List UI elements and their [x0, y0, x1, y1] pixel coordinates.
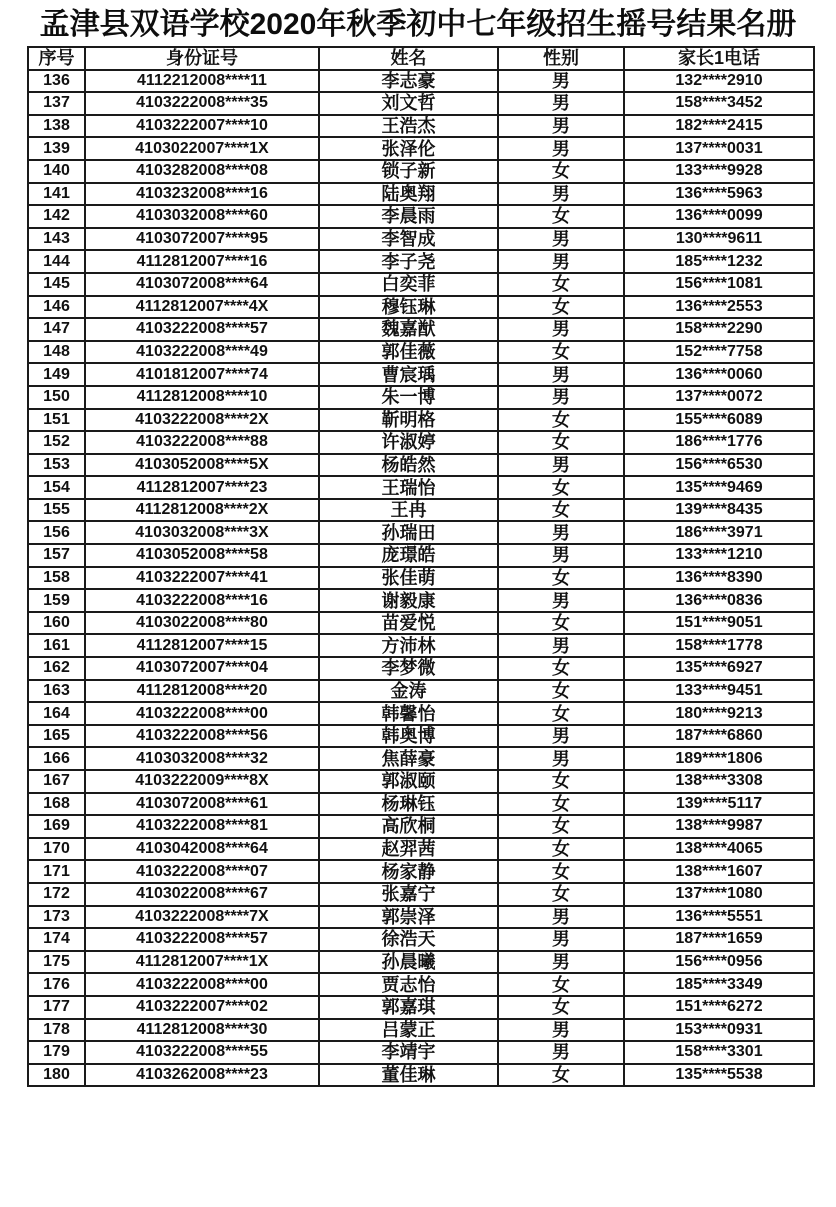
- cell-parent-phone: 156****6530: [624, 454, 814, 477]
- column-header-seq: 序号: [28, 47, 85, 70]
- cell-gender: 男: [498, 386, 624, 409]
- cell-id-number: 4103042008****64: [85, 838, 319, 861]
- cell-parent-phone: 158****2290: [624, 318, 814, 341]
- cell-gender: 女: [498, 160, 624, 183]
- cell-gender: 男: [498, 454, 624, 477]
- cell-seq: 170: [28, 838, 85, 861]
- cell-parent-phone: 185****1232: [624, 250, 814, 273]
- cell-id-number: 4112812007****1X: [85, 951, 319, 974]
- cell-parent-phone: 136****5963: [624, 183, 814, 206]
- cell-name: 靳明格: [319, 409, 498, 432]
- cell-seq: 164: [28, 702, 85, 725]
- cell-gender: 女: [498, 567, 624, 590]
- cell-name: 李梦微: [319, 657, 498, 680]
- cell-parent-phone: 139****8435: [624, 499, 814, 522]
- cell-gender: 男: [498, 589, 624, 612]
- cell-seq: 154: [28, 476, 85, 499]
- cell-seq: 160: [28, 612, 85, 635]
- cell-seq: 153: [28, 454, 85, 477]
- table-header-row: [28, 47, 814, 70]
- cell-name: 韩奥博: [319, 725, 498, 748]
- cell-name: 庞璟皓: [319, 544, 498, 567]
- table-row: [28, 363, 814, 386]
- cell-parent-phone: 185****3349: [624, 973, 814, 996]
- cell-seq: 158: [28, 567, 85, 590]
- cell-gender: 男: [498, 318, 624, 341]
- cell-seq: 145: [28, 273, 85, 296]
- cell-name: 杨琳钰: [319, 793, 498, 816]
- cell-seq: 161: [28, 634, 85, 657]
- table-row: [28, 228, 814, 251]
- cell-seq: 152: [28, 431, 85, 454]
- cell-parent-phone: 187****1659: [624, 928, 814, 951]
- table-row: [28, 250, 814, 273]
- cell-id-number: 4103222008****81: [85, 815, 319, 838]
- cell-id-number: 4103032008****60: [85, 205, 319, 228]
- cell-parent-phone: 186****1776: [624, 431, 814, 454]
- cell-name: 徐浩天: [319, 928, 498, 951]
- cell-id-number: 4103072008****64: [85, 273, 319, 296]
- cell-parent-phone: 158****3452: [624, 92, 814, 115]
- table-row: [28, 137, 814, 160]
- cell-id-number: 4103222008****16: [85, 589, 319, 612]
- table-row: [28, 273, 814, 296]
- cell-seq: 165: [28, 725, 85, 748]
- cell-gender: 男: [498, 1019, 624, 1042]
- cell-name: 王瑞怡: [319, 476, 498, 499]
- column-header-name: 姓名: [319, 47, 498, 70]
- cell-id-number: 4103222008****35: [85, 92, 319, 115]
- cell-parent-phone: 137****1080: [624, 883, 814, 906]
- cell-parent-phone: 136****0060: [624, 363, 814, 386]
- cell-gender: 女: [498, 409, 624, 432]
- cell-id-number: 4112812007****23: [85, 476, 319, 499]
- table-row: [28, 476, 814, 499]
- cell-parent-phone: 136****2553: [624, 296, 814, 319]
- cell-gender: 女: [498, 702, 624, 725]
- cell-name: 李子尧: [319, 250, 498, 273]
- cell-parent-phone: 156****0956: [624, 951, 814, 974]
- cell-id-number: 4103032008****3X: [85, 521, 319, 544]
- cell-gender: 女: [498, 657, 624, 680]
- cell-parent-phone: 152****7758: [624, 341, 814, 364]
- cell-seq: 148: [28, 341, 85, 364]
- table-row: [28, 747, 814, 770]
- cell-gender: 女: [498, 860, 624, 883]
- cell-id-number: 4103222008****07: [85, 860, 319, 883]
- cell-name: 董佳琳: [319, 1064, 498, 1087]
- cell-seq: 142: [28, 205, 85, 228]
- cell-id-number: 4103232008****16: [85, 183, 319, 206]
- table-row: [28, 973, 814, 996]
- document-title: 孟津县双语学校2020年秋季初中七年级招生摇号结果名册: [39, 8, 797, 41]
- cell-name: 郭淑颐: [319, 770, 498, 793]
- cell-gender: 男: [498, 928, 624, 951]
- table-row: [28, 544, 814, 567]
- cell-parent-phone: 133****9451: [624, 680, 814, 703]
- cell-id-number: 4112812008****20: [85, 680, 319, 703]
- table-row: [28, 612, 814, 635]
- table-row: [28, 431, 814, 454]
- cell-seq: 147: [28, 318, 85, 341]
- cell-name: 高欣桐: [319, 815, 498, 838]
- cell-id-number: 4103022008****67: [85, 883, 319, 906]
- cell-gender: 女: [498, 273, 624, 296]
- cell-parent-phone: 155****6089: [624, 409, 814, 432]
- cell-id-number: 4112812007****16: [85, 250, 319, 273]
- cell-gender: 男: [498, 250, 624, 273]
- cell-name: 朱一博: [319, 386, 498, 409]
- cell-gender: 女: [498, 499, 624, 522]
- table-row: [28, 205, 814, 228]
- cell-gender: 男: [498, 363, 624, 386]
- cell-gender: 女: [498, 476, 624, 499]
- cell-id-number: 4112812008****30: [85, 1019, 319, 1042]
- cell-parent-phone: 130****9611: [624, 228, 814, 251]
- column-header-parent-phone: 家长1电话: [624, 47, 814, 70]
- cell-seq: 176: [28, 973, 85, 996]
- cell-parent-phone: 136****0836: [624, 589, 814, 612]
- cell-seq: 169: [28, 815, 85, 838]
- cell-seq: 150: [28, 386, 85, 409]
- cell-name: 苗爱悦: [319, 612, 498, 635]
- cell-id-number: 4103032008****32: [85, 747, 319, 770]
- cell-gender: 男: [498, 951, 624, 974]
- table-row: [28, 318, 814, 341]
- cell-gender: 男: [498, 115, 624, 138]
- cell-id-number: 4103222008****57: [85, 928, 319, 951]
- cell-seq: 180: [28, 1064, 85, 1087]
- cell-id-number: 4103052008****5X: [85, 454, 319, 477]
- cell-id-number: 4103222008****7X: [85, 906, 319, 929]
- cell-id-number: 4103222008****00: [85, 702, 319, 725]
- cell-gender: 女: [498, 680, 624, 703]
- cell-id-number: 4112812008****2X: [85, 499, 319, 522]
- cell-seq: 159: [28, 589, 85, 612]
- cell-parent-phone: 136****8390: [624, 567, 814, 590]
- cell-parent-phone: 138****3308: [624, 770, 814, 793]
- cell-seq: 137: [28, 92, 85, 115]
- cell-name: 王冉: [319, 499, 498, 522]
- cell-gender: 男: [498, 521, 624, 544]
- cell-parent-phone: 133****9928: [624, 160, 814, 183]
- table-row: [28, 657, 814, 680]
- cell-parent-phone: 135****5538: [624, 1064, 814, 1087]
- cell-parent-phone: 139****5117: [624, 793, 814, 816]
- table-row: [28, 634, 814, 657]
- cell-seq: 162: [28, 657, 85, 680]
- table-row: [28, 296, 814, 319]
- cell-gender: 男: [498, 747, 624, 770]
- cell-parent-phone: 158****1778: [624, 634, 814, 657]
- cell-gender: 男: [498, 228, 624, 251]
- cell-parent-phone: 138****4065: [624, 838, 814, 861]
- cell-name: 焦薛豪: [319, 747, 498, 770]
- cell-name: 许淑婷: [319, 431, 498, 454]
- cell-gender: 男: [498, 70, 624, 93]
- cell-id-number: 4103222008****55: [85, 1041, 319, 1064]
- table-row: [28, 725, 814, 748]
- cell-name: 韩馨怡: [319, 702, 498, 725]
- table-row: [28, 1041, 814, 1064]
- table-row: [28, 589, 814, 612]
- cell-seq: 146: [28, 296, 85, 319]
- cell-gender: 女: [498, 838, 624, 861]
- table-row: [28, 838, 814, 861]
- cell-gender: 男: [498, 137, 624, 160]
- cell-seq: 149: [28, 363, 85, 386]
- table-row: [28, 115, 814, 138]
- table-row: [28, 906, 814, 929]
- cell-gender: 女: [498, 770, 624, 793]
- cell-id-number: 4112812007****15: [85, 634, 319, 657]
- cell-name: 贾志怡: [319, 973, 498, 996]
- cell-gender: 女: [498, 793, 624, 816]
- table-row: [28, 702, 814, 725]
- table-row: [28, 996, 814, 1019]
- cell-seq: 179: [28, 1041, 85, 1064]
- table-row: [28, 928, 814, 951]
- cell-parent-phone: 137****0031: [624, 137, 814, 160]
- cell-id-number: 4103222008****49: [85, 341, 319, 364]
- cell-gender: 女: [498, 883, 624, 906]
- cell-parent-phone: 151****9051: [624, 612, 814, 635]
- cell-id-number: 4103262008****23: [85, 1064, 319, 1087]
- cell-name: 吕蒙正: [319, 1019, 498, 1042]
- cell-id-number: 4103072007****95: [85, 228, 319, 251]
- cell-gender: 男: [498, 1041, 624, 1064]
- cell-id-number: 4112812007****4X: [85, 296, 319, 319]
- cell-parent-phone: 135****9469: [624, 476, 814, 499]
- table-row: [28, 680, 814, 703]
- table-row: [28, 499, 814, 522]
- cell-parent-phone: 151****6272: [624, 996, 814, 1019]
- cell-name: 穆钰琳: [319, 296, 498, 319]
- cell-id-number: 4103222008****2X: [85, 409, 319, 432]
- cell-id-number: 4103222008****56: [85, 725, 319, 748]
- cell-seq: 171: [28, 860, 85, 883]
- cell-id-number: 4103222008****57: [85, 318, 319, 341]
- cell-gender: 男: [498, 183, 624, 206]
- table-row: [28, 454, 814, 477]
- cell-gender: 女: [498, 973, 624, 996]
- cell-name: 陆奥翔: [319, 183, 498, 206]
- table-row: [28, 341, 814, 364]
- table-row: [28, 409, 814, 432]
- cell-parent-phone: 135****6927: [624, 657, 814, 680]
- cell-parent-phone: 153****0931: [624, 1019, 814, 1042]
- cell-gender: 男: [498, 544, 624, 567]
- cell-seq: 178: [28, 1019, 85, 1042]
- cell-name: 赵羿茜: [319, 838, 498, 861]
- cell-name: 杨皓然: [319, 454, 498, 477]
- table-row: [28, 1019, 814, 1042]
- cell-seq: 141: [28, 183, 85, 206]
- cell-name: 张佳萌: [319, 567, 498, 590]
- cell-name: 孙瑞田: [319, 521, 498, 544]
- cell-name: 张嘉宁: [319, 883, 498, 906]
- cell-seq: 168: [28, 793, 85, 816]
- cell-id-number: 4112212008****11: [85, 70, 319, 93]
- cell-parent-phone: 187****6860: [624, 725, 814, 748]
- cell-parent-phone: 138****9987: [624, 815, 814, 838]
- cell-seq: 136: [28, 70, 85, 93]
- table-row: [28, 567, 814, 590]
- cell-id-number: 4112812008****10: [85, 386, 319, 409]
- cell-id-number: 4103222008****00: [85, 973, 319, 996]
- table-row: [28, 815, 814, 838]
- cell-id-number: 4103222007****02: [85, 996, 319, 1019]
- cell-name: 王浩杰: [319, 115, 498, 138]
- table-row: [28, 521, 814, 544]
- cell-gender: 男: [498, 906, 624, 929]
- cell-id-number: 4103222007****10: [85, 115, 319, 138]
- cell-seq: 140: [28, 160, 85, 183]
- cell-name: 李晨雨: [319, 205, 498, 228]
- table-body: [28, 70, 814, 1087]
- cell-gender: 男: [498, 634, 624, 657]
- cell-name: 谢毅康: [319, 589, 498, 612]
- column-header-id-number: 身份证号: [85, 47, 319, 70]
- cell-seq: 155: [28, 499, 85, 522]
- cell-parent-phone: 158****3301: [624, 1041, 814, 1064]
- cell-name: 曹宸瑀: [319, 363, 498, 386]
- table-row: [28, 1064, 814, 1087]
- cell-seq: 157: [28, 544, 85, 567]
- cell-id-number: 4103282008****08: [85, 160, 319, 183]
- cell-seq: 166: [28, 747, 85, 770]
- cell-name: 郭崇泽: [319, 906, 498, 929]
- cell-gender: 女: [498, 205, 624, 228]
- cell-seq: 138: [28, 115, 85, 138]
- cell-parent-phone: 182****2415: [624, 115, 814, 138]
- cell-seq: 163: [28, 680, 85, 703]
- cell-parent-phone: 133****1210: [624, 544, 814, 567]
- cell-parent-phone: 132****2910: [624, 70, 814, 93]
- cell-gender: 男: [498, 92, 624, 115]
- cell-gender: 女: [498, 341, 624, 364]
- cell-name: 白奕菲: [319, 273, 498, 296]
- cell-id-number: 4103222008****88: [85, 431, 319, 454]
- table-row: [28, 951, 814, 974]
- cell-name: 郭嘉琪: [319, 996, 498, 1019]
- table-row: [28, 183, 814, 206]
- cell-name: 金涛: [319, 680, 498, 703]
- cell-name: 李志豪: [319, 70, 498, 93]
- cell-name: 郭佳薇: [319, 341, 498, 364]
- enrollment-lottery-table: [27, 46, 815, 1087]
- cell-gender: 女: [498, 1064, 624, 1087]
- table-row: [28, 160, 814, 183]
- cell-seq: 177: [28, 996, 85, 1019]
- cell-seq: 172: [28, 883, 85, 906]
- cell-seq: 143: [28, 228, 85, 251]
- cell-parent-phone: 156****1081: [624, 273, 814, 296]
- cell-parent-phone: 136****5551: [624, 906, 814, 929]
- table-row: [28, 793, 814, 816]
- cell-id-number: 4103022008****80: [85, 612, 319, 635]
- cell-seq: 139: [28, 137, 85, 160]
- cell-gender: 女: [498, 815, 624, 838]
- cell-gender: 男: [498, 725, 624, 748]
- cell-id-number: 4103072007****04: [85, 657, 319, 680]
- cell-parent-phone: 137****0072: [624, 386, 814, 409]
- cell-name: 李智成: [319, 228, 498, 251]
- cell-gender: 女: [498, 996, 624, 1019]
- cell-id-number: 4103022007****1X: [85, 137, 319, 160]
- table-row: [28, 770, 814, 793]
- cell-id-number: 4101812007****74: [85, 363, 319, 386]
- cell-gender: 女: [498, 296, 624, 319]
- cell-parent-phone: 189****1806: [624, 747, 814, 770]
- table-row: [28, 92, 814, 115]
- cell-seq: 173: [28, 906, 85, 929]
- cell-seq: 144: [28, 250, 85, 273]
- table-row: [28, 386, 814, 409]
- cell-parent-phone: 138****1607: [624, 860, 814, 883]
- cell-seq: 151: [28, 409, 85, 432]
- column-header-gender: 性别: [498, 47, 624, 70]
- cell-name: 孙晨曦: [319, 951, 498, 974]
- cell-name: 杨家静: [319, 860, 498, 883]
- cell-name: 刘文哲: [319, 92, 498, 115]
- cell-seq: 175: [28, 951, 85, 974]
- table-row: [28, 860, 814, 883]
- cell-gender: 女: [498, 612, 624, 635]
- cell-name: 李靖宇: [319, 1041, 498, 1064]
- cell-parent-phone: 186****3971: [624, 521, 814, 544]
- cell-seq: 167: [28, 770, 85, 793]
- cell-id-number: 4103222009****8X: [85, 770, 319, 793]
- cell-gender: 女: [498, 431, 624, 454]
- cell-seq: 156: [28, 521, 85, 544]
- cell-name: 张泽伦: [319, 137, 498, 160]
- cell-parent-phone: 180****9213: [624, 702, 814, 725]
- cell-parent-phone: 136****0099: [624, 205, 814, 228]
- table-row: [28, 883, 814, 906]
- cell-id-number: 4103222007****41: [85, 567, 319, 590]
- cell-seq: 174: [28, 928, 85, 951]
- cell-name: 魏嘉猷: [319, 318, 498, 341]
- cell-name: 方沛林: [319, 634, 498, 657]
- cell-id-number: 4103052008****58: [85, 544, 319, 567]
- cell-name: 锁子新: [319, 160, 498, 183]
- cell-id-number: 4103072008****61: [85, 793, 319, 816]
- table-row: [28, 70, 814, 93]
